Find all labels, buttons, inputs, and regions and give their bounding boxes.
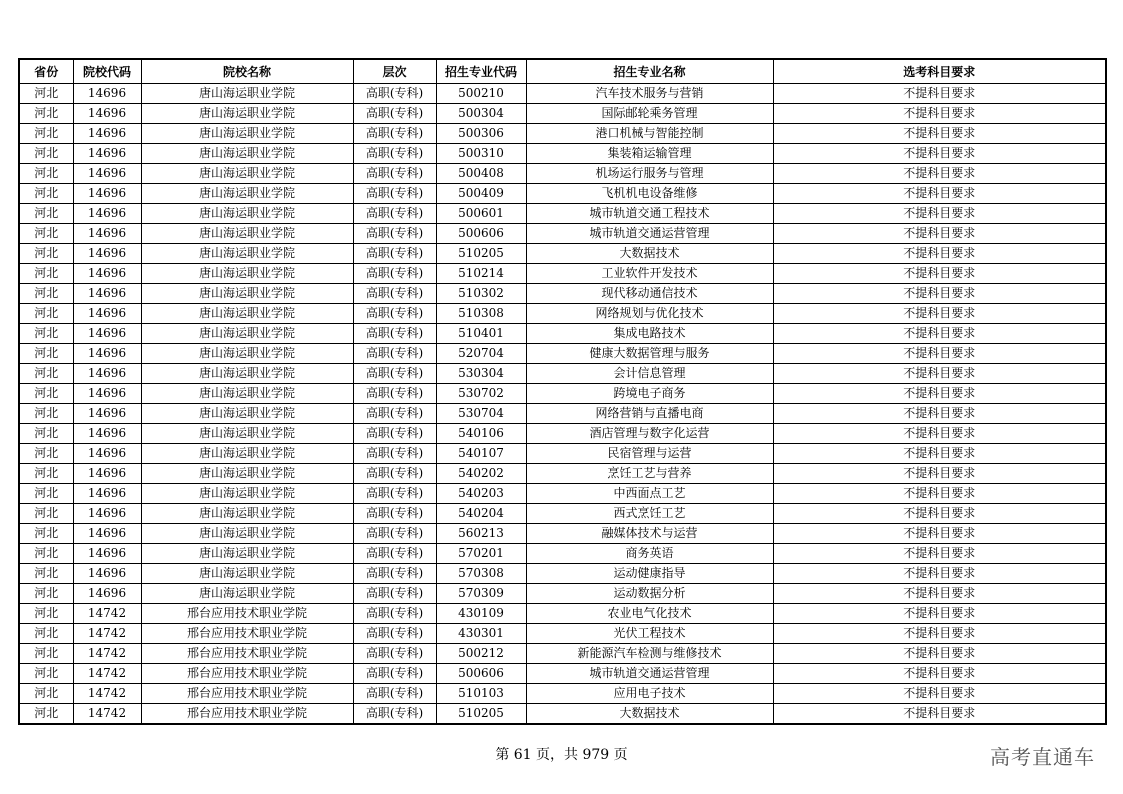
province-cell: 河北 (19, 644, 73, 664)
subject-requirement-cell: 不提科目要求 (773, 524, 1106, 544)
major-name-cell: 汽车技术服务与营销 (526, 84, 773, 104)
header-major-code: 招生专业代码 (436, 59, 526, 84)
admission-table (18, 58, 1107, 725)
major-code-cell: 500310 (436, 144, 526, 164)
province-cell: 河北 (19, 584, 73, 604)
header-level: 层次 (353, 59, 436, 84)
school-code-cell: 14742 (73, 604, 141, 624)
table-row (19, 624, 1106, 644)
level-cell: 高职(专科) (353, 364, 436, 384)
subject-requirement-cell: 不提科目要求 (773, 424, 1106, 444)
watermark-logo-text: 高考直通车 (990, 745, 1095, 769)
table-row (19, 364, 1106, 384)
province-cell: 河北 (19, 604, 73, 624)
school-code-cell: 14696 (73, 324, 141, 344)
school-name-cell: 唐山海运职业学院 (141, 504, 353, 524)
province-cell: 河北 (19, 464, 73, 484)
header-row (19, 59, 1106, 84)
level-cell: 高职(专科) (353, 284, 436, 304)
major-name-cell: 工业软件开发技术 (526, 264, 773, 284)
major-code-cell: 540204 (436, 504, 526, 524)
school-code-cell: 14696 (73, 384, 141, 404)
school-code-cell: 14696 (73, 264, 141, 284)
major-name-cell: 民宿管理与运营 (526, 444, 773, 464)
school-name-cell: 唐山海运职业学院 (141, 204, 353, 224)
level-cell: 高职(专科) (353, 384, 436, 404)
subject-requirement-cell: 不提科目要求 (773, 404, 1106, 424)
school-code-cell: 14696 (73, 444, 141, 464)
subject-requirement-cell: 不提科目要求 (773, 384, 1106, 404)
school-code-cell: 14742 (73, 664, 141, 684)
school-name-cell: 唐山海运职业学院 (141, 284, 353, 304)
major-code-cell: 500212 (436, 644, 526, 664)
subject-requirement-cell: 不提科目要求 (773, 684, 1106, 704)
table-body (19, 84, 1106, 725)
province-cell: 河北 (19, 684, 73, 704)
level-cell: 高职(专科) (353, 604, 436, 624)
major-name-cell: 中西面点工艺 (526, 484, 773, 504)
subject-requirement-cell: 不提科目要求 (773, 284, 1106, 304)
school-name-cell: 唐山海运职业学院 (141, 344, 353, 364)
school-name-cell: 唐山海运职业学院 (141, 484, 353, 504)
level-cell: 高职(专科) (353, 304, 436, 324)
school-code-cell: 14696 (73, 484, 141, 504)
school-name-cell: 唐山海运职业学院 (141, 244, 353, 264)
major-code-cell: 510205 (436, 244, 526, 264)
subject-requirement-cell: 不提科目要求 (773, 624, 1106, 644)
subject-requirement-cell: 不提科目要求 (773, 84, 1106, 104)
table-row (19, 304, 1106, 324)
school-name-cell: 唐山海运职业学院 (141, 364, 353, 384)
school-code-cell: 14696 (73, 544, 141, 564)
school-name-cell: 唐山海运职业学院 (141, 464, 353, 484)
subject-requirement-cell: 不提科目要求 (773, 344, 1106, 364)
school-code-cell: 14696 (73, 284, 141, 304)
subject-requirement-cell: 不提科目要求 (773, 584, 1106, 604)
school-code-cell: 14742 (73, 644, 141, 664)
major-name-cell: 集成电路技术 (526, 324, 773, 344)
major-name-cell: 光伏工程技术 (526, 624, 773, 644)
subject-requirement-cell: 不提科目要求 (773, 224, 1106, 244)
table-row (19, 424, 1106, 444)
subject-requirement-cell: 不提科目要求 (773, 704, 1106, 725)
level-cell: 高职(专科) (353, 664, 436, 684)
major-code-cell: 500306 (436, 124, 526, 144)
level-cell: 高职(专科) (353, 584, 436, 604)
school-code-cell: 14696 (73, 344, 141, 364)
table-row (19, 344, 1106, 364)
major-code-cell: 500606 (436, 664, 526, 684)
subject-requirement-cell: 不提科目要求 (773, 164, 1106, 184)
major-name-cell: 网络规划与优化技术 (526, 304, 773, 324)
province-cell: 河北 (19, 504, 73, 524)
subject-requirement-cell: 不提科目要求 (773, 604, 1106, 624)
level-cell: 高职(专科) (353, 204, 436, 224)
table-row (19, 404, 1106, 424)
major-code-cell: 570201 (436, 544, 526, 564)
province-cell: 河北 (19, 144, 73, 164)
school-name-cell: 唐山海运职业学院 (141, 544, 353, 564)
subject-requirement-cell: 不提科目要求 (773, 324, 1106, 344)
school-name-cell: 唐山海运职业学院 (141, 264, 353, 284)
level-cell: 高职(专科) (353, 564, 436, 584)
major-name-cell: 国际邮轮乘务管理 (526, 104, 773, 124)
school-name-cell: 唐山海运职业学院 (141, 144, 353, 164)
subject-requirement-cell: 不提科目要求 (773, 104, 1106, 124)
level-cell: 高职(专科) (353, 504, 436, 524)
province-cell: 河北 (19, 624, 73, 644)
school-name-cell: 唐山海运职业学院 (141, 184, 353, 204)
table-row (19, 264, 1106, 284)
province-cell: 河北 (19, 204, 73, 224)
school-name-cell: 唐山海运职业学院 (141, 104, 353, 124)
province-cell: 河北 (19, 444, 73, 464)
major-name-cell: 健康大数据管理与服务 (526, 344, 773, 364)
school-code-cell: 14696 (73, 184, 141, 204)
school-name-cell: 唐山海运职业学院 (141, 304, 353, 324)
school-name-cell: 唐山海运职业学院 (141, 224, 353, 244)
table-row (19, 604, 1106, 624)
table-row (19, 704, 1106, 725)
school-name-cell: 邢台应用技术职业学院 (141, 704, 353, 725)
major-name-cell: 酒店管理与数字化运营 (526, 424, 773, 444)
major-code-cell: 530702 (436, 384, 526, 404)
school-code-cell: 14696 (73, 584, 141, 604)
province-cell: 河北 (19, 484, 73, 504)
major-code-cell: 500409 (436, 184, 526, 204)
level-cell: 高职(专科) (353, 164, 436, 184)
province-cell: 河北 (19, 224, 73, 244)
major-name-cell: 港口机械与智能控制 (526, 124, 773, 144)
major-name-cell: 网络营销与直播电商 (526, 404, 773, 424)
header-school-name: 院校名称 (141, 59, 353, 84)
level-cell: 高职(专科) (353, 704, 436, 725)
table-row (19, 684, 1106, 704)
table-row (19, 584, 1106, 604)
province-cell: 河北 (19, 124, 73, 144)
header-subject-requirement: 选考科目要求 (773, 59, 1106, 84)
province-cell: 河北 (19, 564, 73, 584)
province-cell: 河北 (19, 524, 73, 544)
subject-requirement-cell: 不提科目要求 (773, 364, 1106, 384)
major-code-cell: 510214 (436, 264, 526, 284)
school-name-cell: 邢台应用技术职业学院 (141, 624, 353, 644)
level-cell: 高职(专科) (353, 444, 436, 464)
province-cell: 河北 (19, 264, 73, 284)
province-cell: 河北 (19, 544, 73, 564)
subject-requirement-cell: 不提科目要求 (773, 124, 1106, 144)
major-code-cell: 570308 (436, 564, 526, 584)
major-name-cell: 应用电子技术 (526, 684, 773, 704)
level-cell: 高职(专科) (353, 484, 436, 504)
table-row (19, 664, 1106, 684)
subject-requirement-cell: 不提科目要求 (773, 444, 1106, 464)
major-name-cell: 跨境电子商务 (526, 384, 773, 404)
major-name-cell: 西式烹饪工艺 (526, 504, 773, 524)
school-name-cell: 邢台应用技术职业学院 (141, 684, 353, 704)
school-code-cell: 14696 (73, 224, 141, 244)
page-number: 第 61 页，共 979 页 (495, 747, 628, 763)
table-row (19, 384, 1106, 404)
major-code-cell: 510308 (436, 304, 526, 324)
level-cell: 高职(专科) (353, 624, 436, 644)
subject-requirement-cell: 不提科目要求 (773, 304, 1106, 324)
level-cell: 高职(专科) (353, 544, 436, 564)
school-name-cell: 唐山海运职业学院 (141, 84, 353, 104)
level-cell: 高职(专科) (353, 124, 436, 144)
province-cell: 河北 (19, 324, 73, 344)
level-cell: 高职(专科) (353, 104, 436, 124)
major-name-cell: 商务英语 (526, 544, 773, 564)
province-cell: 河北 (19, 164, 73, 184)
table-row (19, 524, 1106, 544)
school-name-cell: 唐山海运职业学院 (141, 384, 353, 404)
subject-requirement-cell: 不提科目要求 (773, 504, 1106, 524)
header-province: 省份 (19, 59, 73, 84)
school-code-cell: 14742 (73, 704, 141, 725)
province-cell: 河北 (19, 664, 73, 684)
major-code-cell: 570309 (436, 584, 526, 604)
table-row (19, 84, 1106, 104)
school-name-cell: 唐山海运职业学院 (141, 524, 353, 544)
table-row (19, 124, 1106, 144)
province-cell: 河北 (19, 184, 73, 204)
major-code-cell: 430301 (436, 624, 526, 644)
table-row (19, 104, 1106, 124)
school-name-cell: 唐山海运职业学院 (141, 584, 353, 604)
major-code-cell: 430109 (436, 604, 526, 624)
major-name-cell: 机场运行服务与管理 (526, 164, 773, 184)
table-row (19, 444, 1106, 464)
table-row (19, 564, 1106, 584)
major-name-cell: 烹饪工艺与营养 (526, 464, 773, 484)
province-cell: 河北 (19, 244, 73, 264)
major-name-cell: 大数据技术 (526, 704, 773, 725)
major-code-cell: 540202 (436, 464, 526, 484)
subject-requirement-cell: 不提科目要求 (773, 264, 1106, 284)
major-name-cell: 运动数据分析 (526, 584, 773, 604)
major-code-cell: 500408 (436, 164, 526, 184)
subject-requirement-cell: 不提科目要求 (773, 244, 1106, 264)
school-code-cell: 14696 (73, 504, 141, 524)
province-cell: 河北 (19, 104, 73, 124)
major-name-cell: 农业电气化技术 (526, 604, 773, 624)
table-row (19, 244, 1106, 264)
province-cell: 河北 (19, 304, 73, 324)
level-cell: 高职(专科) (353, 684, 436, 704)
major-name-cell: 现代移动通信技术 (526, 284, 773, 304)
school-name-cell: 邢台应用技术职业学院 (141, 604, 353, 624)
province-cell: 河北 (19, 284, 73, 304)
major-code-cell: 510302 (436, 284, 526, 304)
subject-requirement-cell: 不提科目要求 (773, 564, 1106, 584)
level-cell: 高职(专科) (353, 184, 436, 204)
major-code-cell: 510401 (436, 324, 526, 344)
major-code-cell: 540203 (436, 484, 526, 504)
major-code-cell: 500304 (436, 104, 526, 124)
table-row (19, 204, 1106, 224)
major-name-cell: 飞机机电设备维修 (526, 184, 773, 204)
major-code-cell: 520704 (436, 344, 526, 364)
table-row (19, 324, 1106, 344)
school-code-cell: 14696 (73, 304, 141, 324)
level-cell: 高职(专科) (353, 324, 436, 344)
school-name-cell: 邢台应用技术职业学院 (141, 664, 353, 684)
major-code-cell: 510205 (436, 704, 526, 725)
major-code-cell: 500606 (436, 224, 526, 244)
school-code-cell: 14696 (73, 524, 141, 544)
subject-requirement-cell: 不提科目要求 (773, 204, 1106, 224)
major-code-cell: 540107 (436, 444, 526, 464)
school-code-cell: 14696 (73, 364, 141, 384)
major-name-cell: 会计信息管理 (526, 364, 773, 384)
level-cell: 高职(专科) (353, 524, 436, 544)
subject-requirement-cell: 不提科目要求 (773, 464, 1106, 484)
major-name-cell: 新能源汽车检测与维修技术 (526, 644, 773, 664)
major-name-cell: 城市轨道交通运营管理 (526, 224, 773, 244)
table-row (19, 644, 1106, 664)
school-code-cell: 14696 (73, 204, 141, 224)
school-code-cell: 14696 (73, 144, 141, 164)
school-code-cell: 14696 (73, 84, 141, 104)
school-code-cell: 14696 (73, 244, 141, 264)
table-row (19, 184, 1106, 204)
major-code-cell: 530304 (436, 364, 526, 384)
major-code-cell: 500210 (436, 84, 526, 104)
table-row (19, 504, 1106, 524)
subject-requirement-cell: 不提科目要求 (773, 544, 1106, 564)
header-school-code: 院校代码 (73, 59, 141, 84)
school-code-cell: 14696 (73, 164, 141, 184)
school-code-cell: 14696 (73, 424, 141, 444)
province-cell: 河北 (19, 404, 73, 424)
level-cell: 高职(专科) (353, 424, 436, 444)
table-row (19, 544, 1106, 564)
level-cell: 高职(专科) (353, 84, 436, 104)
subject-requirement-cell: 不提科目要求 (773, 484, 1106, 504)
major-code-cell: 500601 (436, 204, 526, 224)
subject-requirement-cell: 不提科目要求 (773, 664, 1106, 684)
major-code-cell: 540106 (436, 424, 526, 444)
major-name-cell: 运动健康指导 (526, 564, 773, 584)
province-cell: 河北 (19, 424, 73, 444)
level-cell: 高职(专科) (353, 344, 436, 364)
subject-requirement-cell: 不提科目要求 (773, 644, 1106, 664)
province-cell: 河北 (19, 384, 73, 404)
table-row (19, 464, 1106, 484)
major-name-cell: 城市轨道交通运营管理 (526, 664, 773, 684)
school-code-cell: 14696 (73, 104, 141, 124)
table-row (19, 164, 1106, 184)
school-name-cell: 唐山海运职业学院 (141, 444, 353, 464)
table-row (19, 284, 1106, 304)
major-code-cell: 530704 (436, 404, 526, 424)
school-name-cell: 邢台应用技术职业学院 (141, 644, 353, 664)
province-cell: 河北 (19, 704, 73, 725)
level-cell: 高职(专科) (353, 264, 436, 284)
school-name-cell: 唐山海运职业学院 (141, 124, 353, 144)
table-row (19, 144, 1106, 164)
major-code-cell: 560213 (436, 524, 526, 544)
school-name-cell: 唐山海运职业学院 (141, 164, 353, 184)
school-name-cell: 唐山海运职业学院 (141, 564, 353, 584)
level-cell: 高职(专科) (353, 644, 436, 664)
province-cell: 河北 (19, 84, 73, 104)
school-code-cell: 14696 (73, 124, 141, 144)
major-code-cell: 510103 (436, 684, 526, 704)
school-code-cell: 14696 (73, 404, 141, 424)
level-cell: 高职(专科) (353, 464, 436, 484)
major-name-cell: 集装箱运输管理 (526, 144, 773, 164)
major-name-cell: 融媒体技术与运营 (526, 524, 773, 544)
table-row (19, 484, 1106, 504)
school-code-cell: 14742 (73, 684, 141, 704)
school-code-cell: 14696 (73, 464, 141, 484)
school-name-cell: 唐山海运职业学院 (141, 424, 353, 444)
level-cell: 高职(专科) (353, 404, 436, 424)
level-cell: 高职(专科) (353, 224, 436, 244)
header-major-name: 招生专业名称 (526, 59, 773, 84)
major-name-cell: 大数据技术 (526, 244, 773, 264)
subject-requirement-cell: 不提科目要求 (773, 144, 1106, 164)
province-cell: 河北 (19, 364, 73, 384)
province-cell: 河北 (19, 344, 73, 364)
school-code-cell: 14696 (73, 564, 141, 584)
school-name-cell: 唐山海运职业学院 (141, 404, 353, 424)
level-cell: 高职(专科) (353, 144, 436, 164)
major-name-cell: 城市轨道交通工程技术 (526, 204, 773, 224)
school-code-cell: 14742 (73, 624, 141, 644)
subject-requirement-cell: 不提科目要求 (773, 184, 1106, 204)
table-row (19, 224, 1106, 244)
level-cell: 高职(专科) (353, 244, 436, 264)
school-name-cell: 唐山海运职业学院 (141, 324, 353, 344)
